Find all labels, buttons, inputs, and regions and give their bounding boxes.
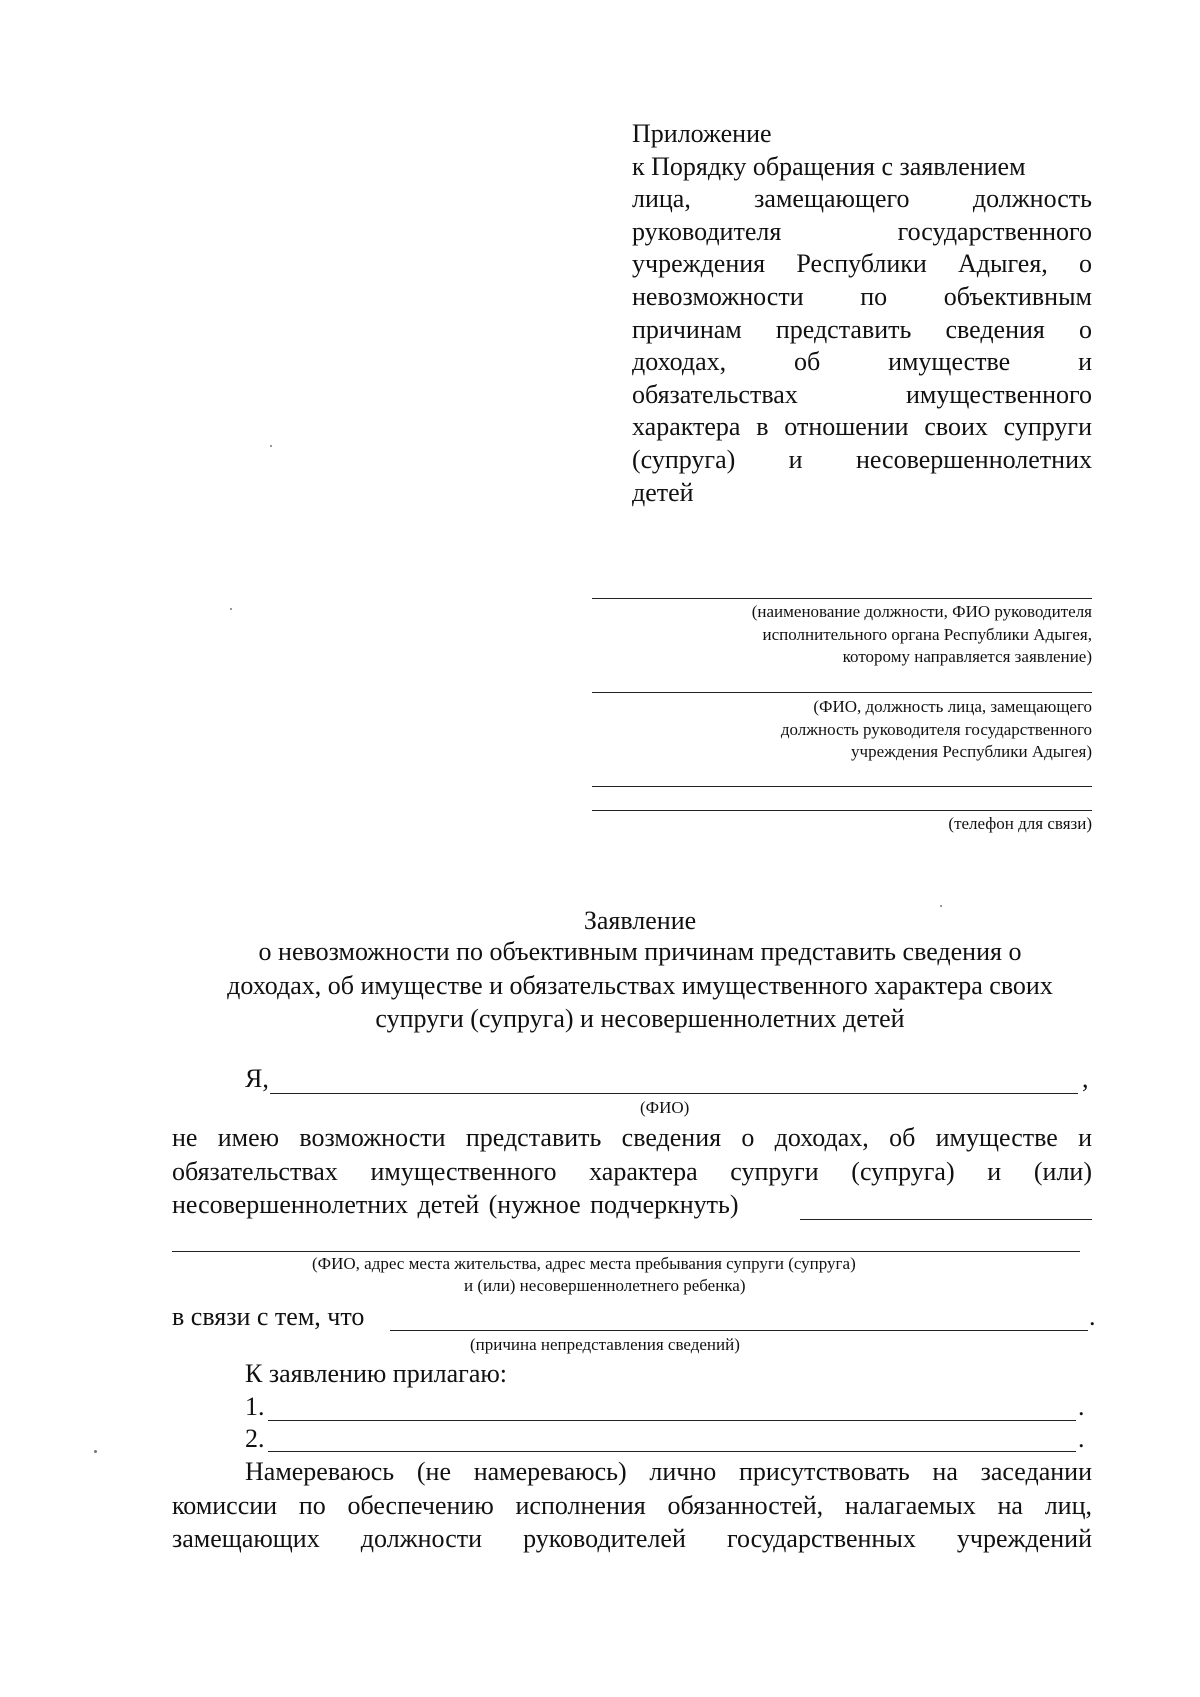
appendix-line: руководителя государственного [632,216,1092,246]
phone-caption: (телефон для связи) [948,814,1092,833]
scan-speck [270,445,272,447]
scan-speck [94,1450,97,1453]
intent-line: Намереваюсь (не намереваюсь) лично присутствовать на заседании [245,1457,1092,1486]
appendix-line: учреждения Республики Адыгея, о [632,249,1092,279]
attach-title: К заявлению прилагаю: [245,1359,508,1388]
reason-prefix: в связи с тем, что [172,1302,365,1331]
statement-body [172,1121,1092,1188]
appendix-line: причинам представить сведения о [632,314,1092,344]
attach-item-2-line[interactable] [268,1451,1076,1452]
statement-subtitle: о невозможности по объективным причинам представить сведения о доходах, об имуществе и обязательствах имущественного характера своих супруги (супруга) и несовершеннолетних детей [227,937,1053,1033]
attach-item-1-line[interactable] [268,1420,1076,1421]
appendix-title: Приложение [632,119,772,148]
body-line-last: несовершеннолетних детей (нужное подчеркнуть) [172,1190,739,1219]
applicant-caption: (ФИО, должность лица, замещающего должность руководителя государственного учреждения Республики Адыгея) [780,697,1092,761]
family-field-line-2[interactable] [172,1251,1080,1252]
scan-speck [940,905,942,907]
family-caption: (ФИО, адрес места жительства, адрес места пребывания супруги (супруга) [312,1254,856,1273]
appendix-line: характера в отношении своих супруги [632,412,1092,442]
applicant-field-line[interactable] [592,692,1092,693]
appendix-line: к Порядку обращения с заявлением [632,151,1026,181]
appendix-line: обязательствах имущественного [632,379,1092,409]
fio-field-line[interactable] [270,1093,1078,1094]
reason-suffix: . [1089,1302,1096,1331]
appendix-line: лица, замещающего должность [632,184,1092,214]
reason-caption: (причина непредставления сведений) [470,1335,740,1354]
fio-caption: (ФИО) [640,1098,690,1117]
family-caption: и (или) несовершеннолетнего ребенка) [464,1276,746,1295]
intent-paragraph [172,1455,1092,1556]
statement-title: Заявление [583,906,697,935]
attach-item-suffix: . [1078,1392,1085,1421]
appendix-line: детей [632,477,694,507]
appendix-line: невозможности по объективным [632,281,1092,311]
phone-field-line[interactable] [592,810,1092,811]
appendix-line: (супруга) и несовершеннолетних [632,444,1092,474]
scan-speck [230,608,232,610]
recipient-caption: (наименование должности, ФИО руководителя исполнительного органа Республики Адыгея, которому направляется заявление) [751,602,1092,666]
body-line: не имею возможности представить сведения о доходах, об имуществе и [172,1123,1092,1152]
recipient-field-line[interactable] [592,598,1092,599]
attach-item-number: 1. [245,1392,265,1421]
intent-line: замещающих должности руководителей государственных учреждений [172,1524,1092,1553]
family-field-line-1[interactable] [800,1219,1092,1220]
intent-line: комиссии по обеспечению исполнения обязанностей, налагаемых на лиц, [172,1490,1092,1520]
attach-item-number: 2. [245,1424,265,1453]
i-prefix: Я, [245,1064,269,1093]
applicant-extra-line[interactable] [592,786,1092,787]
body-line: обязательствах имущественного характера супруги (супруга) и (или) [172,1156,1092,1186]
i-suffix: , [1082,1064,1089,1093]
attach-item-suffix: . [1078,1424,1085,1453]
appendix-line: доходах, об имуществе и [632,347,1092,377]
reason-field-line[interactable] [390,1330,1088,1331]
appendix-block [632,118,1092,509]
